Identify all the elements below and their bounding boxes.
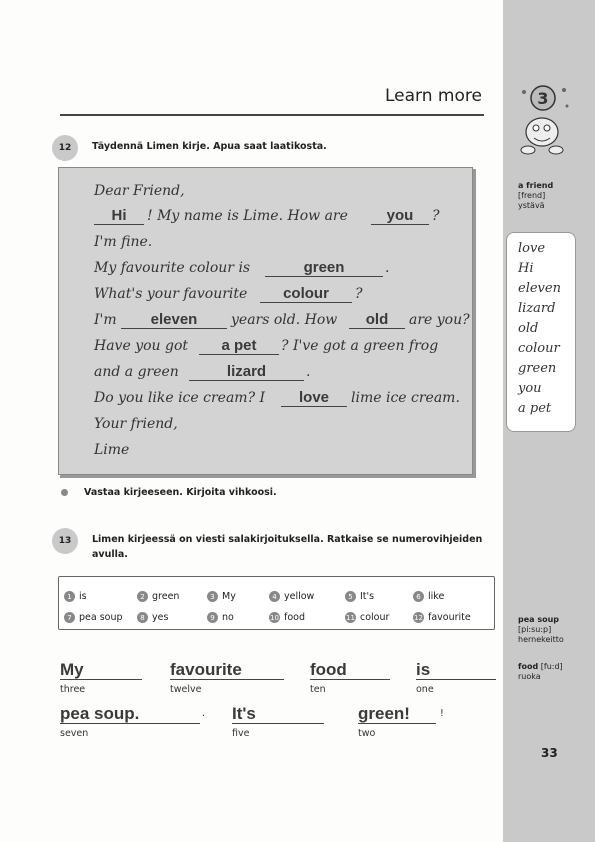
- letter-line-8b: .: [306, 364, 311, 380]
- word-box-item: eleven: [518, 281, 561, 296]
- word-box-item: lizard: [518, 301, 556, 316]
- letter-line-2b: ?: [432, 208, 440, 224]
- code-word: is: [79, 591, 87, 602]
- code-item: [64, 591, 87, 602]
- answer-eleven[interactable]: eleven: [121, 311, 227, 329]
- code-word: It's: [360, 591, 375, 602]
- answer-old[interactable]: old: [349, 311, 405, 329]
- word-box-item: love: [518, 241, 546, 256]
- code-word: yellow: [284, 591, 315, 602]
- gloss-pronunciation: [frend]: [518, 191, 546, 200]
- exercise-13-instruction-line1: Limen kirjeessä on viesti salakirjoituksella. Ratkaise se numerovihjeiden: [92, 534, 483, 545]
- code-item: [207, 612, 234, 623]
- letter-line-4a: My favourite colour is: [94, 260, 251, 276]
- letter-line-6b: years old. How: [231, 312, 338, 328]
- letter-line-2a: ! My name is Lime. How are: [147, 208, 348, 224]
- solution-punctuation: !: [440, 708, 444, 719]
- exercise-12-instruction: Täydennä Limen kirje. Apua saat laatikosta.: [92, 141, 327, 152]
- letter-box: [58, 167, 473, 475]
- bullet-icon: [61, 489, 68, 496]
- answer-colour[interactable]: colour: [260, 285, 352, 303]
- code-number: 8: [137, 612, 148, 623]
- title-rule: [60, 114, 484, 116]
- code-item: [137, 591, 179, 602]
- gloss-food: [518, 662, 563, 682]
- letter-line-9a: Do you like ice cream? I: [94, 390, 266, 406]
- solution-hint: three: [60, 684, 86, 695]
- answer-a-pet[interactable]: a pet: [199, 337, 279, 355]
- code-item: [64, 612, 123, 623]
- letter-line-6a: I'm: [94, 312, 117, 328]
- word-box-item: green: [518, 361, 557, 376]
- gloss-pea-soup: [518, 615, 564, 645]
- code-number: 5: [345, 591, 356, 602]
- word-box-item: Hi: [518, 261, 534, 276]
- code-number: 12: [414, 613, 423, 622]
- letter-line-3: I'm fine.: [94, 234, 153, 250]
- code-key-box: [58, 576, 495, 630]
- gloss-translation: ystävä: [518, 201, 545, 210]
- code-number: 3: [207, 591, 218, 602]
- code-item: [137, 612, 168, 623]
- solution-answer[interactable]: food: [310, 660, 390, 680]
- answer-lizard[interactable]: lizard: [189, 363, 304, 381]
- code-number: 11: [346, 613, 355, 622]
- code-word: food: [284, 612, 305, 623]
- mascot-illustration: [512, 82, 574, 162]
- answer-hi[interactable]: Hi: [94, 207, 144, 225]
- code-item: [269, 591, 314, 602]
- solution-answer[interactable]: green!: [358, 704, 436, 724]
- page-number: 33: [541, 746, 558, 760]
- code-item: [345, 591, 374, 602]
- code-word: like: [428, 591, 445, 602]
- gloss-word: a friend: [518, 181, 554, 190]
- gloss-translation: hernekeitto: [518, 635, 564, 644]
- solution-answer[interactable]: favourite: [170, 660, 284, 680]
- code-item: [207, 591, 236, 602]
- code-item: [413, 591, 444, 602]
- code-number: 10: [270, 613, 279, 622]
- exercise-12-bullet-text: Vastaa kirjeeseen. Kirjoita vihkoosi.: [84, 487, 277, 498]
- letter-line-11: Lime: [94, 442, 130, 458]
- letter-line-9b: lime ice cream.: [351, 390, 460, 406]
- solution-answer[interactable]: pea soup.: [60, 704, 200, 724]
- exercise-12-badge: 12: [52, 135, 78, 161]
- code-number: 2: [137, 591, 148, 602]
- code-number: 7: [64, 612, 75, 623]
- code-word: My: [222, 591, 236, 602]
- solution-hint: two: [358, 728, 376, 739]
- code-item: [269, 612, 305, 623]
- letter-line-5a: What's your favourite: [94, 286, 248, 302]
- exercise-13-badge: 13: [52, 528, 78, 554]
- section-title: Learn more: [385, 86, 482, 106]
- code-word: favourite: [428, 612, 471, 623]
- answer-green[interactable]: green: [265, 259, 383, 277]
- exercise-13-instruction-line2: avulla.: [92, 549, 128, 560]
- letter-line-5b: ?: [355, 286, 363, 302]
- code-word: no: [222, 612, 234, 623]
- letter-line-4b: .: [385, 260, 390, 276]
- solution-hint: five: [232, 728, 250, 739]
- letter-line-7a: Have you got: [94, 338, 189, 354]
- code-word: green: [152, 591, 180, 602]
- solution-hint: twelve: [170, 684, 202, 695]
- solution-hint: ten: [310, 684, 326, 695]
- word-box-item: a pet: [518, 401, 552, 416]
- answer-love[interactable]: love: [281, 389, 347, 407]
- answer-you[interactable]: you: [371, 207, 429, 225]
- gloss-word: pea soup: [518, 615, 560, 624]
- solution-answer[interactable]: is: [416, 660, 496, 680]
- word-box-item: old: [518, 321, 539, 336]
- word-box-item: you: [518, 381, 542, 396]
- code-number: 4: [269, 591, 280, 602]
- letter-line-7b: ? I've got a green frog: [281, 338, 439, 354]
- word-box: [506, 232, 576, 432]
- code-word: yes: [152, 612, 169, 623]
- code-number: 1: [64, 591, 75, 602]
- letter-line-10: Your friend,: [94, 416, 178, 432]
- letter-line-6c: are you?: [409, 312, 470, 328]
- solution-punctuation: .: [202, 708, 206, 719]
- letter-greeting: Dear Friend,: [94, 183, 185, 199]
- code-number: 9: [207, 612, 218, 623]
- solution-hint: one: [416, 684, 434, 695]
- code-word: colour: [360, 612, 390, 623]
- code-number: 6: [413, 591, 424, 602]
- gloss-word: food: [518, 662, 539, 671]
- solution-hint: seven: [60, 728, 89, 739]
- code-word: pea soup: [79, 612, 123, 623]
- gloss-friend: [518, 181, 553, 211]
- code-item: [413, 612, 471, 623]
- solution-answer[interactable]: My: [60, 660, 142, 680]
- code-item: [345, 612, 389, 623]
- unit-number: 3: [537, 89, 549, 108]
- gloss-translation: ruoka: [518, 672, 541, 681]
- gloss-pronunciation: [pi:su:p]: [518, 625, 552, 634]
- gloss-pronunciation: [fu:d]: [540, 662, 563, 671]
- letter-line-8a: and a green: [94, 364, 179, 380]
- solution-answer[interactable]: It's: [232, 704, 324, 724]
- word-box-item: colour: [518, 341, 560, 356]
